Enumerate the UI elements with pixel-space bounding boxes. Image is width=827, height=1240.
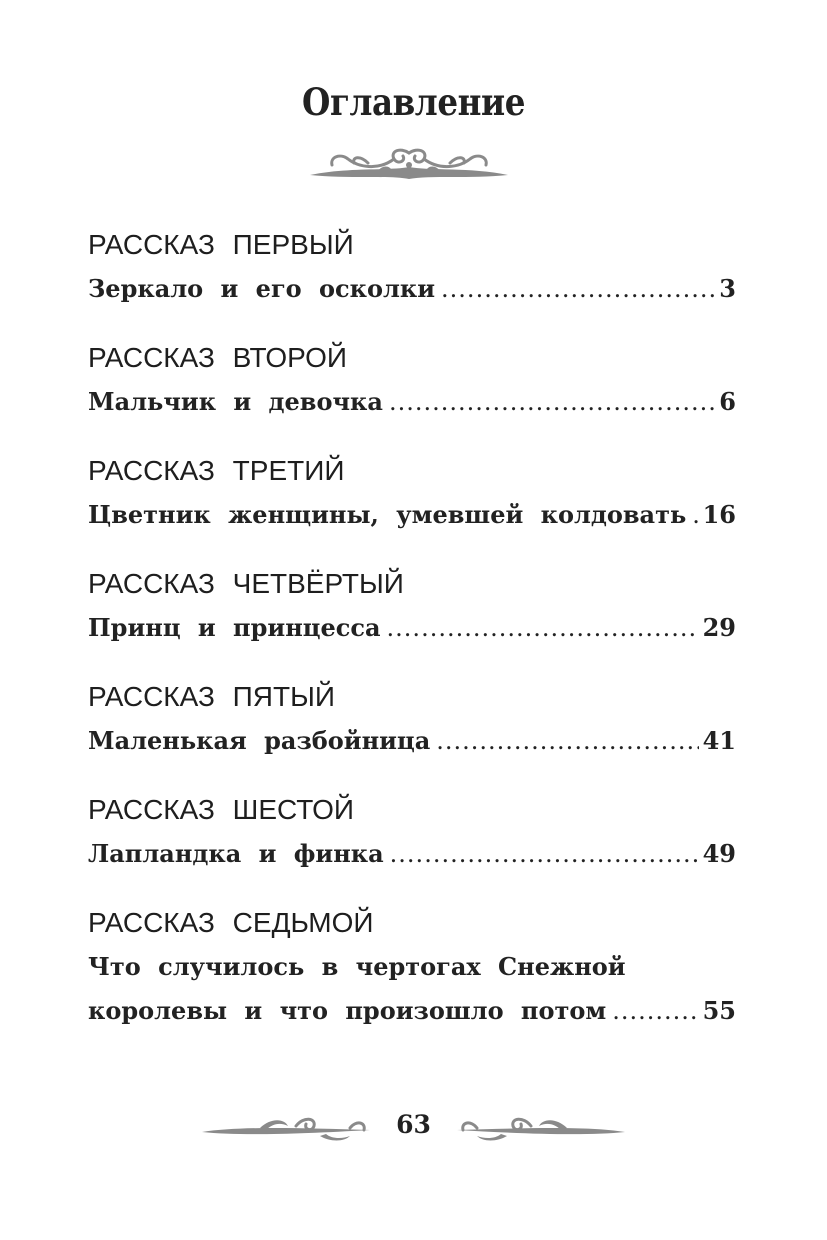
toc-entry (88, 565, 736, 647)
toc-line[interactable] (88, 835, 736, 873)
dot-leader (390, 835, 699, 873)
page-number: 41 (702, 726, 736, 755)
dot-leader (612, 992, 698, 1030)
page-number: 16 (702, 500, 736, 529)
toc-entry (88, 678, 736, 760)
chapter-heading: РАССКАЗ ШЕСТОЙ (88, 794, 355, 825)
toc-line[interactable] (88, 992, 736, 1030)
page-number: 55 (702, 996, 736, 1025)
chapter-title: Зеркало и его осколки (88, 274, 436, 303)
page-number: 3 (719, 274, 736, 303)
page-number: 49 (702, 839, 736, 868)
page-number-footer: 63 (396, 1110, 431, 1139)
toc-line[interactable] (88, 270, 736, 308)
chapter-title: Мальчик и девочка (88, 387, 383, 416)
toc-entry (88, 339, 736, 421)
dot-leader (441, 270, 715, 308)
page-footer (200, 1108, 627, 1152)
dot-leader (692, 496, 698, 534)
chapter-title: Цветник женщины, умевшей колдовать (88, 500, 687, 529)
chapter-heading: РАССКАЗ ТРЕТИЙ (88, 455, 345, 486)
chapter-title-continued: королевы и что произошло потом (88, 996, 607, 1025)
toc-line[interactable] (88, 609, 736, 647)
toc-line[interactable] (88, 948, 736, 986)
chapter-title: Маленькая разбойница (88, 726, 431, 755)
chapter-heading: РАССКАЗ ПЕРВЫЙ (88, 229, 354, 260)
page-number: 29 (702, 613, 736, 642)
chapter-title: Лапландка и финка (88, 839, 384, 868)
toc-line[interactable] (88, 383, 736, 421)
toc-entry (88, 226, 736, 308)
flourish-ornament-icon (308, 145, 510, 185)
toc-entry (88, 791, 736, 873)
chapter-heading: РАССКАЗ СЕДЬМОЙ (88, 907, 374, 938)
chapter-heading: РАССКАЗ ПЯТЫЙ (88, 681, 336, 712)
chapter-title: Принц и принцесса (88, 613, 381, 642)
toc-line[interactable] (88, 722, 736, 760)
dot-leader (387, 609, 699, 647)
dot-leader (389, 383, 715, 421)
toc-line[interactable] (88, 496, 736, 534)
chapter-heading: РАССКАЗ ВТОРОЙ (88, 342, 348, 373)
page-number: 6 (719, 387, 736, 416)
dot-leader (436, 722, 698, 760)
toc-entry (88, 904, 736, 1030)
page-title: Оглавление (302, 80, 525, 124)
chapter-heading: РАССКАЗ ЧЕТВЁРТЫЙ (88, 568, 404, 599)
chapter-title: Что случилось в чертогах Снежной (88, 952, 626, 981)
toc-entry (88, 452, 736, 534)
